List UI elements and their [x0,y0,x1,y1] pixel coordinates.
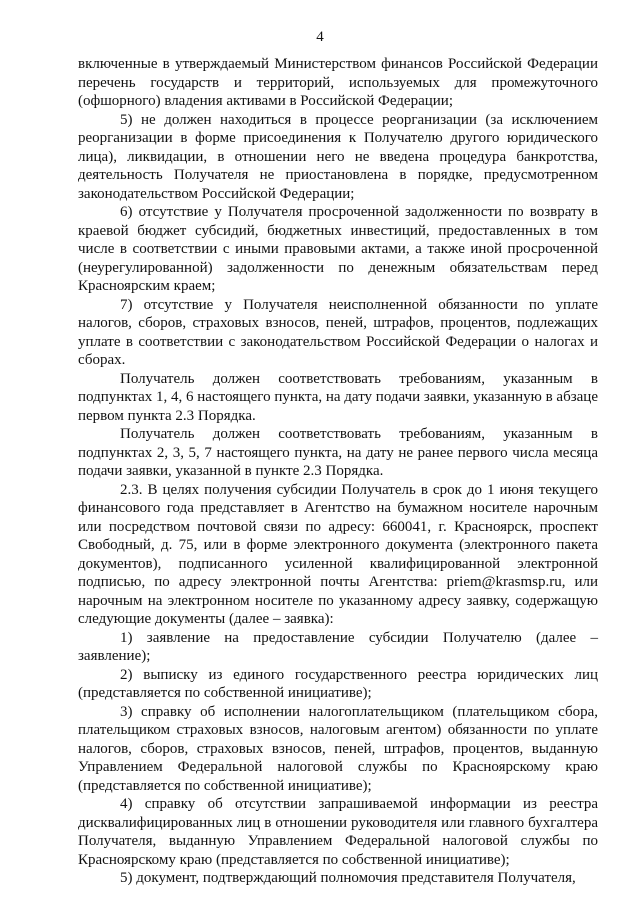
paragraph-section-2-3: 2.3. В целях получения субсидии Получатель в срок до 1 июня текущего финансового года представляет в Агентство на бумажном носителе нарочным или посредством почтовой связи по адресу: 660041, г. Красноярск, проспект Свободный, д. 75, или в форме электронного документа (электронного пакета документов), подписанного усиленной квалифицированной электронной подписью, по адресу электронной почты Агентства: priem@krasmsp.ru, или нарочным на электронном носителе по указанному адресу заявку, содержащую следующие документы (далее – заявка): [78,481,598,627]
page-number: 4 [316,29,324,45]
paragraph-compliance-date-2: Получатель должен соответствовать требованиям, указанным в подпунктах 2, 3, 5, 7 настоящего пункта, на дату не ранее первого числа месяца подачи заявки, указанной в пункте 2.3 Порядка. [78,426,598,479]
paragraph-document-2: 2) выписку из единого государственного реестра юридических лиц (представляется по собственной инициативе); [78,666,598,701]
paragraph-offshore-list: включенные в утверждаемый Министерством финансов Российской Федерации перечень государств и территорий, используемых для промежуточного (офшорного) владения активами в Российской Федерации; [78,56,598,109]
document-body [78,55,598,888]
paragraph-requirement-7: 7) отсутствие у Получателя неисполненной обязанности по уплате налогов, сборов, страховых взносов, пеней, штрафов, процентов, подлежащих уплате в соответствии с законодательством Российской Федерации о налогах и сборах. [78,296,598,368]
paragraph-document-5: 5) документ, подтверждающий полномочия представителя Получателя, [120,870,576,886]
paragraph-document-1: 1) заявление на предоставление субсидии Получателю (далее – заявление); [78,629,598,664]
paragraph-document-3: 3) справку об исполнении налогоплательщиком (плательщиком сбора, плательщиком страховых взносов, налоговым агентом) обязанности по уплате налогов, сборов, страховых взносов, пеней, штрафов, процентов, выданную Управлением Федеральной налоговой службы по Красноярскому краю (представляется по собственной инициативе); [78,703,598,794]
paragraph-requirement-6: 6) отсутствие у Получателя просроченной задолженности по возврату в краевой бюджет субсидий, бюджетных инвестиций, предоставленных в том числе в соответствии с иными правовыми актами, а также иной просроченной (неурегулированной) задолженности по денежным обязательствам перед Красноярским краем; [78,204,598,294]
paragraph-compliance-date-1: Получатель должен соответствовать требованиям, указанным в подпунктах 1, 4, 6 настоящего пункта, на дату подачи заявки, указанную в абзаце первом пункта 2.3 Порядка. [78,370,598,424]
paragraph-document-4: 4) справку об отсутствии запрашиваемой информации из реестра дисквалифицированных лиц в отношении руководителя или главного бухгалтера Получателя, выданную Управлением Федеральной налоговой службы по Красноярскому краю (представляется по собственной инициативе); [78,796,598,868]
paragraph-requirement-5: 5) не должен находиться в процессе реорганизации (за исключением реорганизации в форме присоединения к Получателю другого юридического лица), ликвидации, в отношении него не введена процедура банкротства, деятельность Получателя не приостановлена в порядке, предусмотренном законодательством Российской Федерации; [78,111,598,202]
